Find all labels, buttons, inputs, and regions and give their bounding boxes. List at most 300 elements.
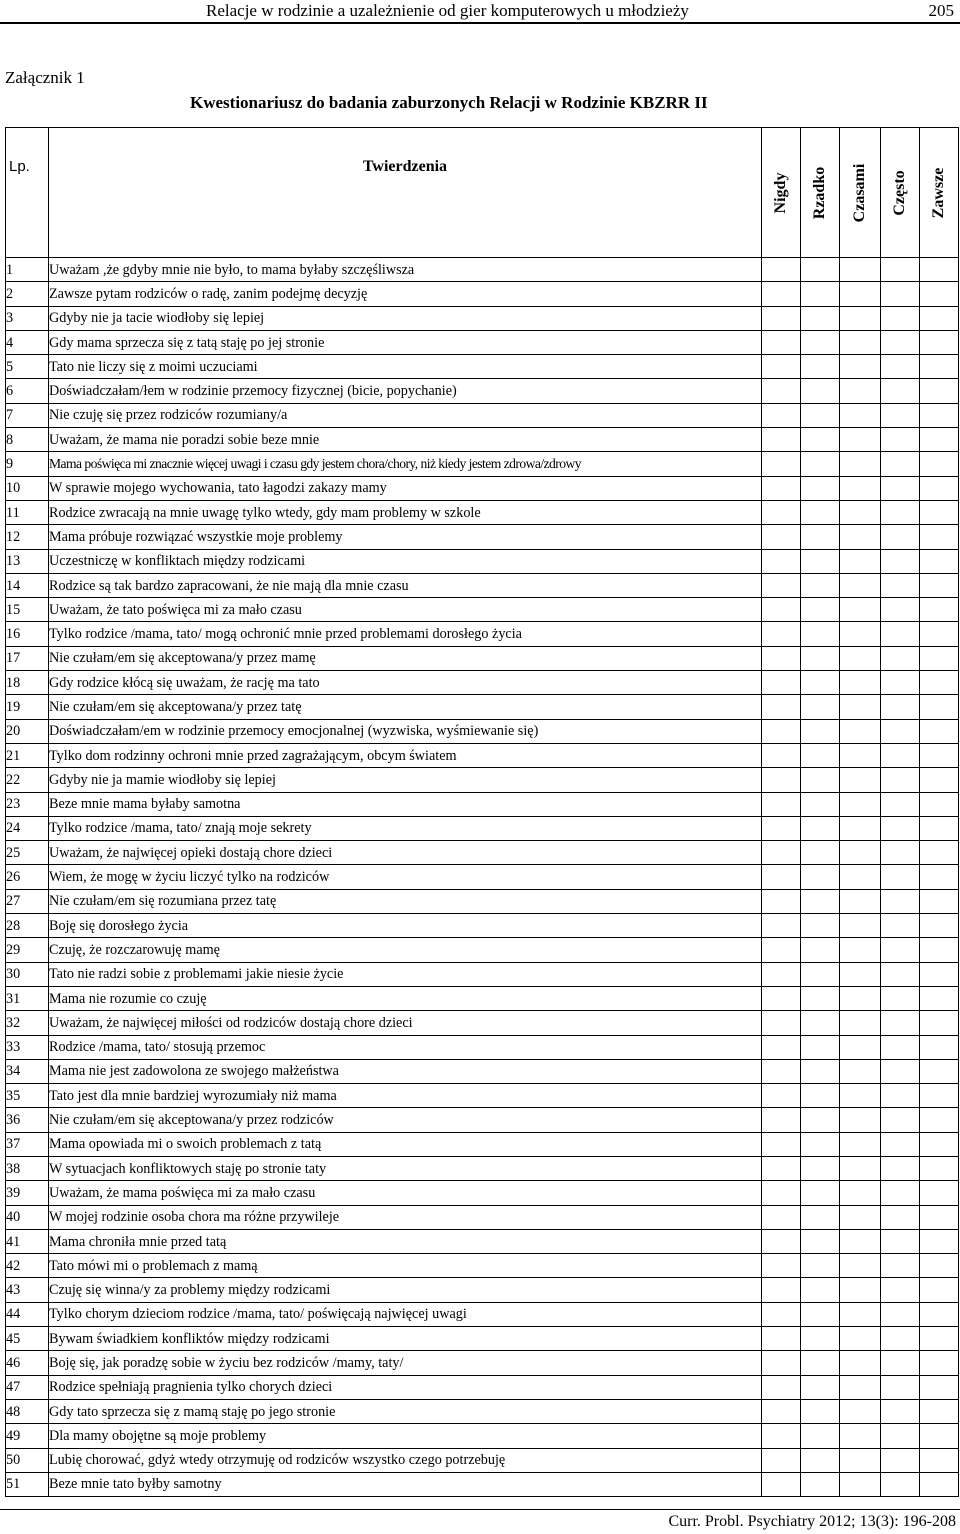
answer-cell-zawsze[interactable] xyxy=(920,573,959,597)
answer-cell-zawsze[interactable] xyxy=(920,792,959,816)
answer-cell-nigdy[interactable] xyxy=(762,1132,801,1156)
journal-citation: Curr. Probl. Psychiatry 2012; 13(3): 196-208 xyxy=(668,1513,956,1530)
answer-cell-czasami[interactable] xyxy=(840,549,881,573)
answer-cell-nigdy[interactable] xyxy=(762,865,801,889)
answer-cell-zawsze[interactable] xyxy=(920,743,959,767)
answer-cell-nigdy[interactable] xyxy=(762,1278,801,1302)
answer-cell-zawsze[interactable] xyxy=(920,719,959,743)
answer-cell-zawsze[interactable] xyxy=(920,938,959,962)
answer-cell-rzadko[interactable] xyxy=(801,258,840,282)
answer-cell-czasami[interactable] xyxy=(840,962,881,986)
table-row xyxy=(6,816,959,840)
answer-cell-rzadko[interactable] xyxy=(801,962,840,986)
answer-cell-rzadko[interactable] xyxy=(801,1084,840,1108)
answer-cell-często[interactable] xyxy=(881,379,920,403)
answer-cell-często[interactable] xyxy=(881,719,920,743)
answer-cell-często[interactable] xyxy=(881,355,920,379)
item-number: 46 xyxy=(6,1351,49,1375)
answer-cell-nigdy[interactable] xyxy=(762,889,801,913)
answer-cell-często[interactable] xyxy=(881,1448,920,1472)
table-row xyxy=(6,1327,959,1351)
answer-cell-często[interactable] xyxy=(881,1327,920,1351)
answer-cell-często[interactable] xyxy=(881,622,920,646)
answer-cell-często[interactable] xyxy=(881,573,920,597)
answer-cell-rzadko[interactable] xyxy=(801,1132,840,1156)
answer-cell-często[interactable] xyxy=(881,1011,920,1035)
answer-cell-nigdy[interactable] xyxy=(762,1399,801,1423)
answer-cell-czasami[interactable] xyxy=(840,1448,881,1472)
answer-cell-czasami[interactable] xyxy=(840,1229,881,1253)
answer-cell-czasami[interactable] xyxy=(840,1059,881,1083)
answer-cell-często[interactable] xyxy=(881,792,920,816)
answer-cell-rzadko[interactable] xyxy=(801,865,840,889)
answer-cell-często[interactable] xyxy=(881,1254,920,1278)
answer-cell-rzadko[interactable] xyxy=(801,476,840,500)
answer-cell-nigdy[interactable] xyxy=(762,841,801,865)
answer-cell-zawsze[interactable] xyxy=(920,598,959,622)
answer-cell-nigdy[interactable] xyxy=(762,573,801,597)
table-row xyxy=(6,476,959,500)
answer-cell-rzadko[interactable] xyxy=(801,573,840,597)
answer-cell-często[interactable] xyxy=(881,938,920,962)
answer-cell-rzadko[interactable] xyxy=(801,428,840,452)
answer-cell-nigdy[interactable] xyxy=(762,792,801,816)
answer-cell-czasami[interactable] xyxy=(840,1254,881,1278)
answer-cell-czasami[interactable] xyxy=(840,476,881,500)
answer-cell-czasami[interactable] xyxy=(840,646,881,670)
answer-cell-czasami[interactable] xyxy=(840,743,881,767)
answer-cell-czasami[interactable] xyxy=(840,1424,881,1448)
answer-cell-często[interactable] xyxy=(881,1472,920,1496)
answer-cell-nigdy[interactable] xyxy=(762,1254,801,1278)
answer-cell-zawsze[interactable] xyxy=(920,671,959,695)
answer-cell-zawsze[interactable] xyxy=(920,1229,959,1253)
answer-cell-czasami[interactable] xyxy=(840,792,881,816)
answer-cell-często[interactable] xyxy=(881,1156,920,1180)
answer-cell-czasami[interactable] xyxy=(840,914,881,938)
item-number: 25 xyxy=(6,841,49,865)
answer-cell-czasami[interactable] xyxy=(840,1181,881,1205)
answer-cell-nigdy[interactable] xyxy=(762,1084,801,1108)
answer-cell-zawsze[interactable] xyxy=(920,1084,959,1108)
item-number: 19 xyxy=(6,695,49,719)
item-statement: Nie czułam/em się akceptowana/y przez tatę xyxy=(49,695,762,719)
answer-cell-często[interactable] xyxy=(881,743,920,767)
answer-cell-nigdy[interactable] xyxy=(762,646,801,670)
answer-cell-nigdy[interactable] xyxy=(762,258,801,282)
answer-cell-rzadko[interactable] xyxy=(801,986,840,1010)
answer-cell-zawsze[interactable] xyxy=(920,282,959,306)
answer-cell-nigdy[interactable] xyxy=(762,452,801,476)
answer-cell-rzadko[interactable] xyxy=(801,816,840,840)
answer-cell-rzadko[interactable] xyxy=(801,355,840,379)
table-row xyxy=(6,330,959,354)
answer-cell-czasami[interactable] xyxy=(840,403,881,427)
answer-cell-czasami[interactable] xyxy=(840,379,881,403)
answer-cell-czasami[interactable] xyxy=(840,598,881,622)
answer-cell-czasami[interactable] xyxy=(840,452,881,476)
answer-cell-zawsze[interactable] xyxy=(920,1035,959,1059)
item-statement: W mojej rodzinie osoba chora ma różne przywileje xyxy=(49,1205,762,1229)
answer-cell-nigdy[interactable] xyxy=(762,500,801,524)
item-statement: Bywam świadkiem konfliktów między rodzicami xyxy=(49,1327,762,1351)
answer-cell-zawsze[interactable] xyxy=(920,1472,959,1496)
answer-cell-czasami[interactable] xyxy=(840,500,881,524)
answer-cell-zawsze[interactable] xyxy=(920,1375,959,1399)
answer-cell-czasami[interactable] xyxy=(840,986,881,1010)
answer-cell-często[interactable] xyxy=(881,476,920,500)
answer-cell-czasami[interactable] xyxy=(840,816,881,840)
answer-cell-często[interactable] xyxy=(881,330,920,354)
answer-cell-czasami[interactable] xyxy=(840,1472,881,1496)
answer-cell-nigdy[interactable] xyxy=(762,1375,801,1399)
answer-cell-zawsze[interactable] xyxy=(920,476,959,500)
answer-cell-rzadko[interactable] xyxy=(801,1108,840,1132)
answer-cell-często[interactable] xyxy=(881,768,920,792)
answer-cell-często[interactable] xyxy=(881,1084,920,1108)
answer-cell-nigdy[interactable] xyxy=(762,1108,801,1132)
answer-cell-nigdy[interactable] xyxy=(762,622,801,646)
item-statement: Czuję, że rozczarowuję mamę xyxy=(49,938,762,962)
answer-cell-nigdy[interactable] xyxy=(762,428,801,452)
answer-cell-rzadko[interactable] xyxy=(801,500,840,524)
answer-cell-często[interactable] xyxy=(881,306,920,330)
answer-cell-czasami[interactable] xyxy=(840,1132,881,1156)
answer-cell-zawsze[interactable] xyxy=(920,768,959,792)
answer-cell-rzadko[interactable] xyxy=(801,282,840,306)
answer-cell-nigdy[interactable] xyxy=(762,1035,801,1059)
answer-cell-czasami[interactable] xyxy=(840,1302,881,1326)
answer-cell-często[interactable] xyxy=(881,986,920,1010)
answer-cell-często[interactable] xyxy=(881,1181,920,1205)
answer-cell-czasami[interactable] xyxy=(840,1278,881,1302)
item-number: 51 xyxy=(6,1472,49,1496)
answer-cell-rzadko[interactable] xyxy=(801,1448,840,1472)
item-statement: Nie czułam/em się rozumiana przez tatę xyxy=(49,889,762,913)
item-statement: Mama nie rozumie co czuję xyxy=(49,986,762,1010)
item-number: 38 xyxy=(6,1156,49,1180)
answer-cell-zawsze[interactable] xyxy=(920,986,959,1010)
answer-cell-rzadko[interactable] xyxy=(801,1278,840,1302)
answer-cell-często[interactable] xyxy=(881,914,920,938)
answer-cell-zawsze[interactable] xyxy=(920,841,959,865)
answer-cell-rzadko[interactable] xyxy=(801,1399,840,1423)
answer-cell-zawsze[interactable] xyxy=(920,1399,959,1423)
answer-cell-często[interactable] xyxy=(881,1399,920,1423)
table-row xyxy=(6,962,959,986)
answer-cell-czasami[interactable] xyxy=(840,1035,881,1059)
answer-cell-rzadko[interactable] xyxy=(801,598,840,622)
answer-cell-nigdy[interactable] xyxy=(762,282,801,306)
answer-cell-zawsze[interactable] xyxy=(920,330,959,354)
answer-cell-rzadko[interactable] xyxy=(801,646,840,670)
answer-cell-zawsze[interactable] xyxy=(920,1302,959,1326)
answer-cell-zawsze[interactable] xyxy=(920,622,959,646)
answer-cell-nigdy[interactable] xyxy=(762,549,801,573)
answer-cell-zawsze[interactable] xyxy=(920,355,959,379)
answer-cell-zawsze[interactable] xyxy=(920,1424,959,1448)
answer-cell-czasami[interactable] xyxy=(840,1375,881,1399)
item-number: 16 xyxy=(6,622,49,646)
answer-cell-zawsze[interactable] xyxy=(920,865,959,889)
answer-cell-nigdy[interactable] xyxy=(762,1424,801,1448)
answer-cell-czasami[interactable] xyxy=(840,1327,881,1351)
scale-label: Nigdy xyxy=(772,172,789,213)
answer-cell-czasami[interactable] xyxy=(840,355,881,379)
answer-cell-często[interactable] xyxy=(881,500,920,524)
answer-cell-czasami[interactable] xyxy=(840,622,881,646)
answer-cell-rzadko[interactable] xyxy=(801,525,840,549)
answer-cell-nigdy[interactable] xyxy=(762,938,801,962)
answer-cell-rzadko[interactable] xyxy=(801,622,840,646)
answer-cell-rzadko[interactable] xyxy=(801,938,840,962)
answer-cell-rzadko[interactable] xyxy=(801,379,840,403)
answer-cell-nigdy[interactable] xyxy=(762,598,801,622)
answer-cell-rzadko[interactable] xyxy=(801,914,840,938)
answer-cell-rzadko[interactable] xyxy=(801,792,840,816)
answer-cell-nigdy[interactable] xyxy=(762,525,801,549)
scale-header-nigdy xyxy=(762,128,801,258)
answer-cell-rzadko[interactable] xyxy=(801,403,840,427)
answer-cell-czasami[interactable] xyxy=(840,282,881,306)
answer-cell-nigdy[interactable] xyxy=(762,1229,801,1253)
answer-cell-rzadko[interactable] xyxy=(801,743,840,767)
table-row xyxy=(6,258,959,282)
answer-cell-nigdy[interactable] xyxy=(762,1156,801,1180)
item-number: 28 xyxy=(6,914,49,938)
answer-cell-często[interactable] xyxy=(881,1375,920,1399)
item-statement: Uważam, że najwięcej opieki dostają chore dzieci xyxy=(49,841,762,865)
answer-cell-rzadko[interactable] xyxy=(801,1327,840,1351)
item-number: 14 xyxy=(6,573,49,597)
answer-cell-zawsze[interactable] xyxy=(920,1059,959,1083)
answer-cell-zawsze[interactable] xyxy=(920,1448,959,1472)
answer-cell-często[interactable] xyxy=(881,1059,920,1083)
answer-cell-czasami[interactable] xyxy=(840,865,881,889)
item-statement: Mama próbuje rozwiązać wszystkie moje problemy xyxy=(49,525,762,549)
answer-cell-rzadko[interactable] xyxy=(801,695,840,719)
answer-cell-czasami[interactable] xyxy=(840,1011,881,1035)
answer-cell-rzadko[interactable] xyxy=(801,1302,840,1326)
answer-cell-czasami[interactable] xyxy=(840,889,881,913)
answer-cell-rzadko[interactable] xyxy=(801,330,840,354)
answer-cell-czasami[interactable] xyxy=(840,768,881,792)
answer-cell-zawsze[interactable] xyxy=(920,1132,959,1156)
scale-header-zawsze xyxy=(920,128,959,258)
answer-cell-rzadko[interactable] xyxy=(801,719,840,743)
answer-cell-rzadko[interactable] xyxy=(801,1424,840,1448)
answer-cell-często[interactable] xyxy=(881,1205,920,1229)
answer-cell-czasami[interactable] xyxy=(840,841,881,865)
answer-cell-nigdy[interactable] xyxy=(762,1302,801,1326)
answer-cell-rzadko[interactable] xyxy=(801,889,840,913)
answer-cell-czasami[interactable] xyxy=(840,258,881,282)
item-statement: Gdy tato sprzecza się z mamą staję po jego stronie xyxy=(49,1399,762,1423)
item-number: 37 xyxy=(6,1132,49,1156)
answer-cell-nigdy[interactable] xyxy=(762,914,801,938)
answer-cell-rzadko[interactable] xyxy=(801,841,840,865)
item-statement: Uważam, że tato poświęca mi za mało czasu xyxy=(49,598,762,622)
answer-cell-zawsze[interactable] xyxy=(920,452,959,476)
answer-cell-rzadko[interactable] xyxy=(801,1229,840,1253)
answer-cell-nigdy[interactable] xyxy=(762,330,801,354)
answer-cell-rzadko[interactable] xyxy=(801,1156,840,1180)
table-row xyxy=(6,792,959,816)
answer-cell-nigdy[interactable] xyxy=(762,743,801,767)
answer-cell-nigdy[interactable] xyxy=(762,986,801,1010)
answer-cell-zawsze[interactable] xyxy=(920,1156,959,1180)
answer-cell-rzadko[interactable] xyxy=(801,549,840,573)
answer-cell-czasami[interactable] xyxy=(840,306,881,330)
answer-cell-często[interactable] xyxy=(881,598,920,622)
answer-cell-często[interactable] xyxy=(881,1132,920,1156)
answer-cell-nigdy[interactable] xyxy=(762,476,801,500)
answer-cell-rzadko[interactable] xyxy=(801,1205,840,1229)
item-statement: Mama chroniła mnie przed tatą xyxy=(49,1229,762,1253)
answer-cell-zawsze[interactable] xyxy=(920,258,959,282)
answer-cell-czasami[interactable] xyxy=(840,938,881,962)
item-number: 35 xyxy=(6,1084,49,1108)
page-number: 205 xyxy=(928,1,954,20)
answer-cell-często[interactable] xyxy=(881,549,920,573)
answer-cell-często[interactable] xyxy=(881,1278,920,1302)
answer-cell-czasami[interactable] xyxy=(840,1084,881,1108)
answer-cell-rzadko[interactable] xyxy=(801,1059,840,1083)
answer-cell-zawsze[interactable] xyxy=(920,1205,959,1229)
item-number: 43 xyxy=(6,1278,49,1302)
answer-cell-często[interactable] xyxy=(881,889,920,913)
answer-cell-czasami[interactable] xyxy=(840,1108,881,1132)
answer-cell-rzadko[interactable] xyxy=(801,1254,840,1278)
answer-cell-zawsze[interactable] xyxy=(920,306,959,330)
item-number: 31 xyxy=(6,986,49,1010)
answer-cell-rzadko[interactable] xyxy=(801,1375,840,1399)
answer-cell-zawsze[interactable] xyxy=(920,1351,959,1375)
item-statement: Mama nie jest zadowolona ze swojego małżeństwa xyxy=(49,1059,762,1083)
answer-cell-nigdy[interactable] xyxy=(762,1011,801,1035)
answer-cell-czasami[interactable] xyxy=(840,573,881,597)
answer-cell-nigdy[interactable] xyxy=(762,671,801,695)
answer-cell-zawsze[interactable] xyxy=(920,1011,959,1035)
answer-cell-czasami[interactable] xyxy=(840,1205,881,1229)
answer-cell-zawsze[interactable] xyxy=(920,500,959,524)
answer-cell-często[interactable] xyxy=(881,1302,920,1326)
answer-cell-często[interactable] xyxy=(881,671,920,695)
answer-cell-często[interactable] xyxy=(881,1424,920,1448)
answer-cell-często[interactable] xyxy=(881,816,920,840)
answer-cell-zawsze[interactable] xyxy=(920,962,959,986)
answer-cell-rzadko[interactable] xyxy=(801,1181,840,1205)
answer-cell-czasami[interactable] xyxy=(840,1351,881,1375)
answer-cell-często[interactable] xyxy=(881,1035,920,1059)
answer-cell-rzadko[interactable] xyxy=(801,1035,840,1059)
answer-cell-często[interactable] xyxy=(881,646,920,670)
answer-cell-rzadko[interactable] xyxy=(801,1011,840,1035)
answer-cell-zawsze[interactable] xyxy=(920,1108,959,1132)
answer-cell-zawsze[interactable] xyxy=(920,695,959,719)
answer-cell-rzadko[interactable] xyxy=(801,452,840,476)
answer-cell-zawsze[interactable] xyxy=(920,1278,959,1302)
answer-cell-nigdy[interactable] xyxy=(762,962,801,986)
answer-cell-rzadko[interactable] xyxy=(801,768,840,792)
answer-cell-rzadko[interactable] xyxy=(801,1351,840,1375)
answer-cell-nigdy[interactable] xyxy=(762,379,801,403)
answer-cell-często[interactable] xyxy=(881,428,920,452)
answer-cell-nigdy[interactable] xyxy=(762,719,801,743)
answer-cell-nigdy[interactable] xyxy=(762,1205,801,1229)
answer-cell-zawsze[interactable] xyxy=(920,646,959,670)
answer-cell-często[interactable] xyxy=(881,962,920,986)
answer-cell-nigdy[interactable] xyxy=(762,1448,801,1472)
answer-cell-zawsze[interactable] xyxy=(920,1181,959,1205)
answer-cell-zawsze[interactable] xyxy=(920,816,959,840)
answer-cell-często[interactable] xyxy=(881,282,920,306)
answer-cell-rzadko[interactable] xyxy=(801,1472,840,1496)
answer-cell-często[interactable] xyxy=(881,452,920,476)
answer-cell-często[interactable] xyxy=(881,1351,920,1375)
answer-cell-czasami[interactable] xyxy=(840,1156,881,1180)
answer-cell-często[interactable] xyxy=(881,841,920,865)
table-row xyxy=(6,865,959,889)
answer-cell-nigdy[interactable] xyxy=(762,1327,801,1351)
answer-cell-zawsze[interactable] xyxy=(920,1327,959,1351)
item-number: 42 xyxy=(6,1254,49,1278)
answer-cell-nigdy[interactable] xyxy=(762,1472,801,1496)
answer-cell-zawsze[interactable] xyxy=(920,403,959,427)
answer-cell-często[interactable] xyxy=(881,1229,920,1253)
answer-cell-czasami[interactable] xyxy=(840,719,881,743)
questionnaire-title: Kwestionariusz do badania zaburzonych Relacji w Rodzinie KBZRR II xyxy=(190,93,708,112)
answer-cell-nigdy[interactable] xyxy=(762,1351,801,1375)
answer-cell-nigdy[interactable] xyxy=(762,1181,801,1205)
answer-cell-czasami[interactable] xyxy=(840,695,881,719)
item-statement: Uważam ,że gdyby mnie nie było, to mama byłaby szczęśliwsza xyxy=(49,258,762,282)
answer-cell-nigdy[interactable] xyxy=(762,816,801,840)
table-row xyxy=(6,1108,959,1132)
answer-cell-często[interactable] xyxy=(881,695,920,719)
answer-cell-nigdy[interactable] xyxy=(762,306,801,330)
answer-cell-zawsze[interactable] xyxy=(920,379,959,403)
answer-cell-zawsze[interactable] xyxy=(920,914,959,938)
answer-cell-często[interactable] xyxy=(881,525,920,549)
answer-cell-czasami[interactable] xyxy=(840,330,881,354)
answer-cell-nigdy[interactable] xyxy=(762,355,801,379)
answer-cell-czasami[interactable] xyxy=(840,525,881,549)
answer-cell-zawsze[interactable] xyxy=(920,525,959,549)
item-number: 49 xyxy=(6,1424,49,1448)
footer-rule xyxy=(0,1509,960,1510)
answer-cell-często[interactable] xyxy=(881,258,920,282)
answer-cell-rzadko[interactable] xyxy=(801,671,840,695)
answer-cell-często[interactable] xyxy=(881,1108,920,1132)
answer-cell-nigdy[interactable] xyxy=(762,1059,801,1083)
answer-cell-zawsze[interactable] xyxy=(920,1254,959,1278)
answer-cell-zawsze[interactable] xyxy=(920,549,959,573)
item-statement: Tato jest dla mnie bardziej wyrozumiały niż mama xyxy=(49,1084,762,1108)
answer-cell-nigdy[interactable] xyxy=(762,695,801,719)
answer-cell-rzadko[interactable] xyxy=(801,306,840,330)
answer-cell-zawsze[interactable] xyxy=(920,428,959,452)
answer-cell-czasami[interactable] xyxy=(840,428,881,452)
answer-cell-nigdy[interactable] xyxy=(762,403,801,427)
answer-cell-często[interactable] xyxy=(881,865,920,889)
answer-cell-czasami[interactable] xyxy=(840,1399,881,1423)
answer-cell-zawsze[interactable] xyxy=(920,889,959,913)
item-number: 39 xyxy=(6,1181,49,1205)
answer-cell-często[interactable] xyxy=(881,403,920,427)
answer-cell-nigdy[interactable] xyxy=(762,768,801,792)
answer-cell-czasami[interactable] xyxy=(840,671,881,695)
